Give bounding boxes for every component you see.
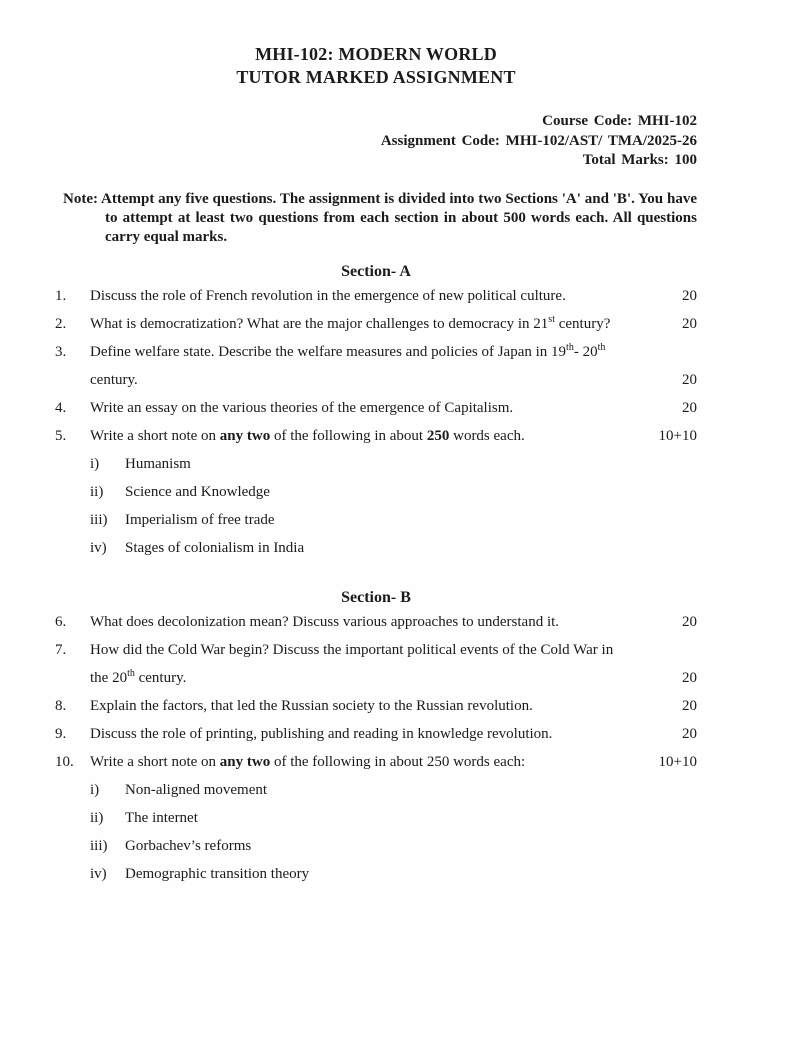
question-text-segment: What is democratization? What are the major challenges to democracy in 21 <box>90 315 549 332</box>
question-text-segment: any two <box>219 753 271 770</box>
question-text-segment: What does decolonization mean? Discuss various approaches to understand it. <box>90 613 560 630</box>
question-marks: 20 <box>682 371 697 388</box>
question-marks: 10+10 <box>658 753 697 770</box>
total-marks: Total Marks: 100 <box>582 152 697 168</box>
subitem-roman: ii) <box>90 483 104 500</box>
question-row <box>55 692 697 720</box>
subitem-row <box>90 832 697 860</box>
question-text-segment: Write an essay on the various theories of the emergence of Capitalism. <box>90 399 514 416</box>
question-text-segment: Define welfare state. Describe the welfare measures and policies of Japan in 19 <box>90 343 567 360</box>
question-number: 3. <box>55 343 67 360</box>
question-marks: 20 <box>682 613 697 630</box>
section-heading: Section- B <box>341 588 411 606</box>
question-row <box>55 636 697 692</box>
question-text-segment: Discuss the role of printing, publishing and reading in knowledge revolution. <box>90 725 553 742</box>
question-text-segment: the 20 <box>90 669 128 686</box>
question-row <box>55 748 697 776</box>
question-text-segment: Explain the factors, that led the Russian society to the Russian revolution. <box>90 697 533 714</box>
question-text-segment: century. <box>90 371 138 388</box>
assignment-code: Assignment Code: MHI-102/AST/ TMA/2025-26 <box>380 132 697 149</box>
subitem-row <box>90 534 697 562</box>
assignment-meta <box>55 112 697 171</box>
question-row <box>55 282 697 310</box>
question-text-segment: century. <box>134 669 187 686</box>
question-text <box>90 692 652 720</box>
subitem-row <box>90 804 697 832</box>
question-marks: 10+10 <box>658 427 697 444</box>
document-title <box>55 43 697 89</box>
question-number: 4. <box>55 399 67 416</box>
section <box>55 262 697 562</box>
note-text: Attempt any five questions. The assignment is divided into two Sections 'A' and 'B'. You have to attempt at least two questions from each section in about 500 words each. All questions carry equal marks. <box>97 190 697 245</box>
subitem-roman: i) <box>90 455 100 472</box>
question-text-segment: st <box>548 313 555 325</box>
course-code: Course Code: MHI-102 <box>542 113 697 129</box>
question-row <box>55 608 697 636</box>
question-text-segment: 250 <box>426 427 450 444</box>
question-text-segment: th <box>127 667 135 679</box>
section <box>55 588 697 888</box>
subitem-text: Gorbachev’s reforms <box>125 837 252 854</box>
subitem-row <box>90 506 697 534</box>
question-text-segment: Write a short note on <box>90 753 220 770</box>
subitem-roman: iv) <box>90 865 107 882</box>
course-title: MHI-102: MODERN WORLD <box>255 44 497 64</box>
question-text-segment: th <box>597 341 606 353</box>
question-marks: 20 <box>682 697 697 714</box>
question-number: 1. <box>55 287 67 304</box>
subitem-roman: iii) <box>90 511 108 528</box>
question-text-segment: any two <box>219 427 271 444</box>
question-marks: 20 <box>682 315 697 332</box>
question-text <box>90 748 652 776</box>
question-text <box>90 310 652 338</box>
question-row <box>55 394 697 422</box>
question-number: 10. <box>55 753 74 770</box>
question-text-segment: th <box>566 341 574 353</box>
question-marks: 20 <box>682 725 697 742</box>
question-text <box>90 720 652 748</box>
question-text-segment: of the following in about <box>270 427 427 444</box>
question-text-segment: century? <box>554 315 611 332</box>
question-text <box>90 422 652 450</box>
subitem-text: Demographic transition theory <box>125 865 310 882</box>
subitem-row <box>90 450 697 478</box>
assignment-title: TUTOR MARKED ASSIGNMENT <box>236 67 516 87</box>
question-number: 9. <box>55 725 67 742</box>
question-marks: 20 <box>682 399 697 416</box>
question-text-segment: Write a short note on <box>90 427 220 444</box>
question-text-segment: Discuss the role of French revolution in the emergence of new political culture. <box>90 287 566 304</box>
subitem-text: Humanism <box>125 455 191 472</box>
subitem-text: The internet <box>125 809 198 826</box>
subitem-row <box>90 478 697 506</box>
question-text <box>90 338 652 394</box>
question-text <box>90 608 652 636</box>
subitem-roman: iii) <box>90 837 108 854</box>
subitem-row <box>90 776 697 804</box>
question-text-segment: How did the Cold War begin? Discuss the important political events of the Cold War in <box>90 641 614 658</box>
subitem-roman: iv) <box>90 539 107 556</box>
sections-container <box>55 262 697 888</box>
question-text-segment: of the following in about 250 words each: <box>270 753 526 770</box>
subitem-roman: i) <box>90 781 100 798</box>
question-number: 5. <box>55 427 67 444</box>
subitem-roman: ii) <box>90 809 104 826</box>
question-number: 8. <box>55 697 67 714</box>
question-row <box>55 422 697 450</box>
subitem-text: Non-aligned movement <box>125 781 268 798</box>
question-number: 6. <box>55 613 67 630</box>
instructions-note <box>63 190 697 247</box>
question-number: 2. <box>55 315 67 332</box>
question-marks: 20 <box>682 287 697 304</box>
question-marks: 20 <box>682 669 697 686</box>
subitem-text: Imperialism of free trade <box>125 511 275 528</box>
subitem-text: Science and Knowledge <box>125 483 270 500</box>
question-text <box>90 636 652 692</box>
section-heading: Section- A <box>341 262 411 280</box>
question-text <box>90 282 652 310</box>
question-text-segment: - 20 <box>573 343 598 360</box>
question-row <box>55 720 697 748</box>
question-row <box>55 338 697 394</box>
subitem-row <box>90 860 697 888</box>
question-row <box>55 310 697 338</box>
note-label: Note: <box>63 190 98 207</box>
question-text <box>90 394 652 422</box>
question-text-segment: words each. <box>449 427 525 444</box>
question-number: 7. <box>55 641 67 658</box>
subitem-text: Stages of colonialism in India <box>125 539 305 556</box>
